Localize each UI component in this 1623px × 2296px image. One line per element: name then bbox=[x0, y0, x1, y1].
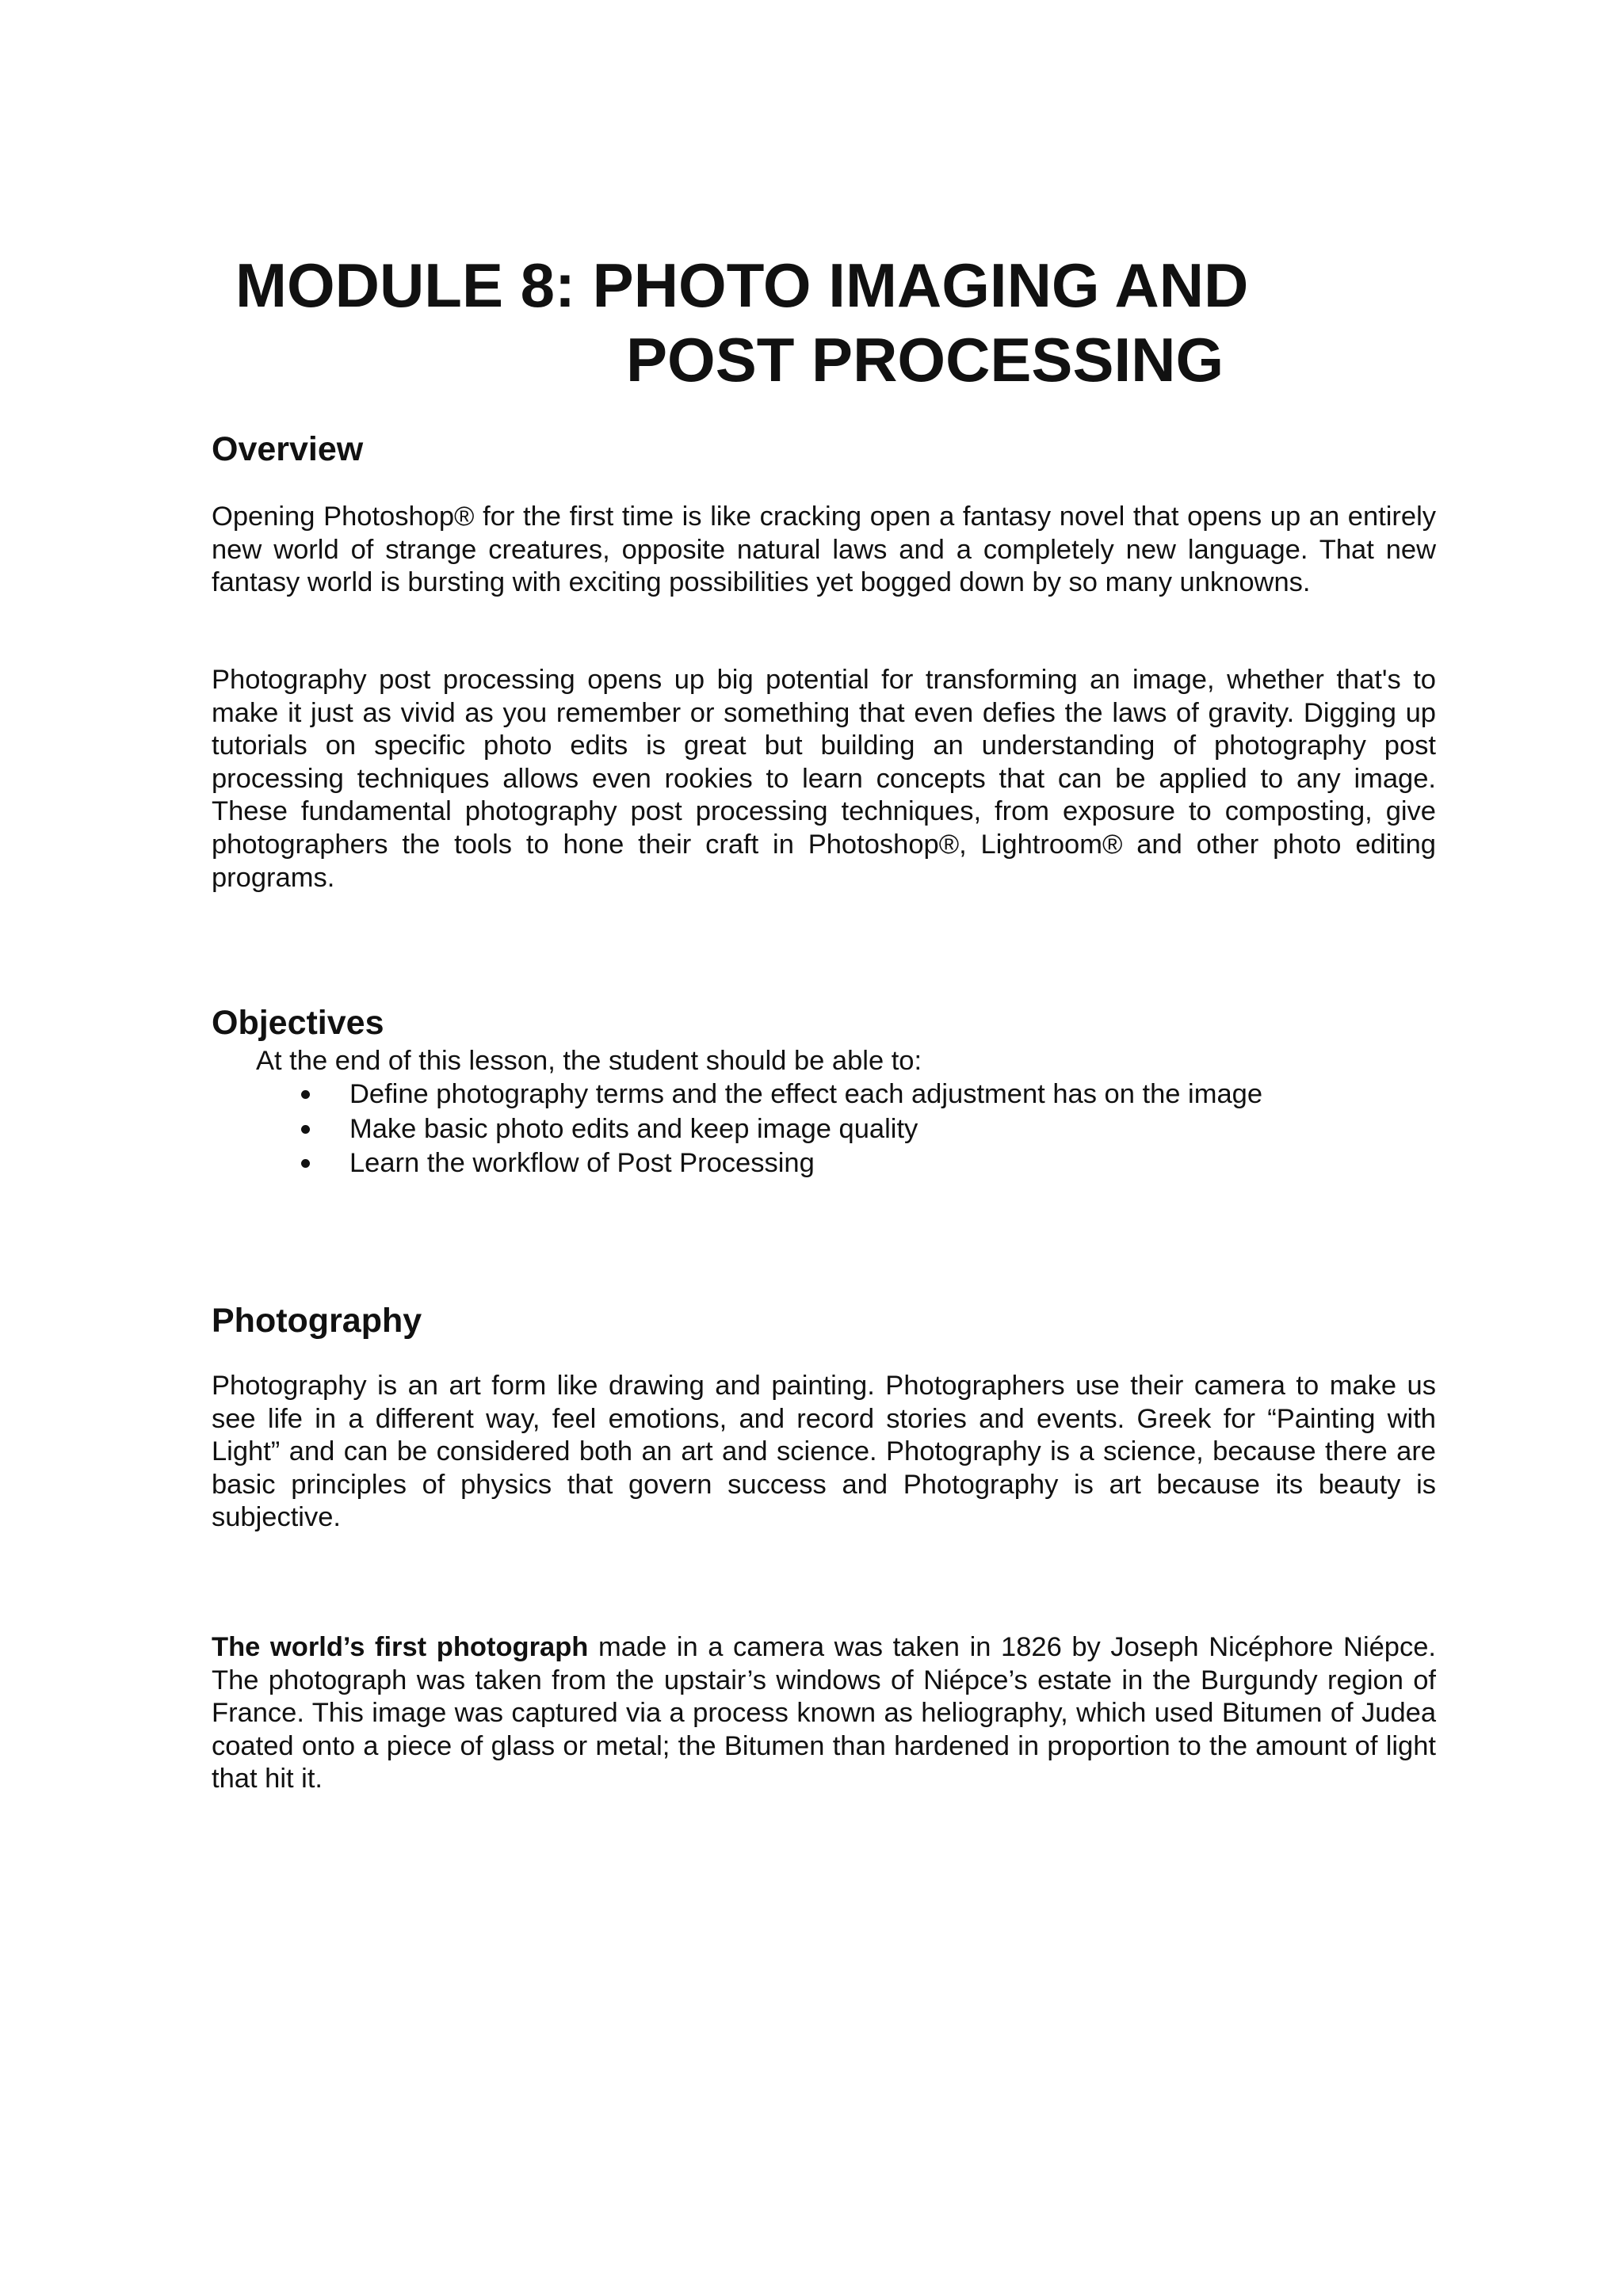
bullet-icon bbox=[301, 1159, 310, 1168]
objective-item bbox=[300, 1146, 1262, 1181]
overview-paragraph-2: Photography post processing opens up big potential for transforming an image, whether that's to make it just as vivid as you remember or something that even defies the laws of gravity. Digging up tutorials on specific photo edits is great but building an understanding of photography post processing techniques allows even rookies to learn concepts that can be applied to any image. These fundamental photography post processing techniques, from exposure to composting, give photographers the tools to hone their craft in Photoshop®, Lightroom® and other photo editing programs. bbox=[212, 665, 1436, 893]
objective-text: Make basic photo edits and keep image quality bbox=[349, 1113, 918, 1144]
first-photograph-paragraph bbox=[212, 1631, 1436, 1796]
objectives-intro: At the end of this lesson, the student should be able to: bbox=[256, 1046, 922, 1076]
objective-item bbox=[300, 1077, 1262, 1112]
first-photograph-lead: The world’s first photograph bbox=[212, 1632, 589, 1662]
first-photograph-text: made in a camera was taken in 1826 by Joseph Nicéphore Niépce. The photograph was taken from the upstair’s windows of Niépce’s estate in the Burgundy region of France. This image was captured via a process known as heliography, which used Bitumen of Judea coated onto a piece of glass or metal; the Bitumen than hardened in proportion to the amount of light that hit it. bbox=[212, 1632, 1437, 1794]
overview-heading: Overview bbox=[212, 430, 364, 468]
overview-paragraph-1: Opening Photoshop® for the first time is like cracking open a fantasy novel that opens up an entirely new world of strange creatures, opposite natural laws and a completely new language. That new fantasy world is bursting with exciting possibilities yet bogged down by so many unknowns. bbox=[212, 502, 1436, 598]
bullet-icon bbox=[301, 1090, 310, 1099]
photography-heading: Photography bbox=[212, 1302, 422, 1340]
module-title-line-2: POST PROCESSING bbox=[626, 325, 1224, 395]
bullet-icon bbox=[301, 1125, 310, 1134]
objective-text: Learn the workflow of Post Processing bbox=[349, 1148, 815, 1178]
objectives-list bbox=[300, 1077, 1262, 1181]
objective-text: Define photography terms and the effect each adjustment has on the image bbox=[349, 1079, 1263, 1109]
objective-item bbox=[300, 1112, 1262, 1147]
photography-paragraph: Photography is an art form like drawing and painting. Photographers use their camera to make us see life in a different way, feel emotions, and record stories and events. Greek for “Painting with Light” and can be considered both an art and science. Photography is a science, because there are basic principles of physics that govern success and Photography is art because its beauty is subjective. bbox=[212, 1371, 1436, 1533]
module-title-line-1: MODULE 8: PHOTO IMAGING AND bbox=[235, 250, 1249, 320]
objectives-heading: Objectives bbox=[212, 1004, 384, 1042]
